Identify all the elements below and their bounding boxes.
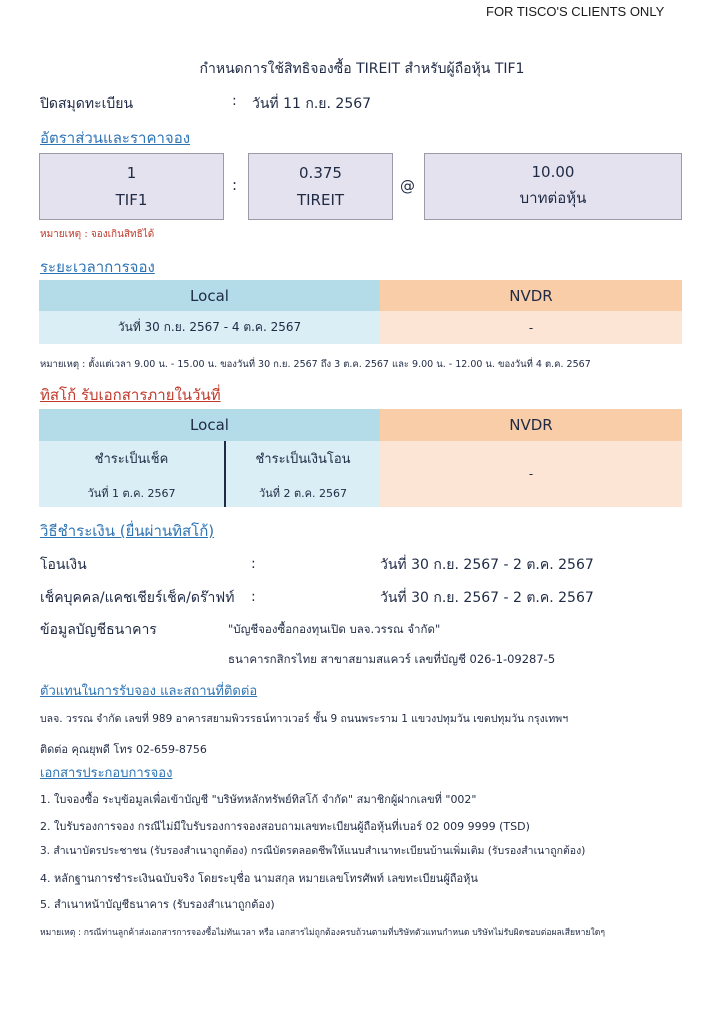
deadline-cheque-label: ชำระเป็นเช็ค <box>94 452 169 467</box>
ratio-price-unit: บาทต่อหุ้น <box>519 189 587 208</box>
deadline-cheque-date: วันที่ 1 ต.ค. 2567 <box>87 487 176 500</box>
document-item-5: 5. สำเนาหน้าบัญชีธนาคาร (รับรองสำเนาถูกต้อง) <box>40 898 275 911</box>
payment-cheque-colon: : <box>251 589 256 605</box>
agent-heading: ตัวแทนในการรับจอง และสถานที่ติดต่อ <box>40 684 258 699</box>
deadline-transfer-date: วันที่ 2 ต.ค. 2567 <box>259 487 347 500</box>
page-title: กำหนดการใช้สิทธิจองซื้อ TIREIT สำหรับผู้ถือหุ้น TIF1 <box>199 61 525 77</box>
ratio-heading: อัตราส่วนและราคาจอง <box>40 129 191 147</box>
period-nvdr-value: - <box>380 311 682 344</box>
payment-heading: วิธีชำระเงิน (ยื่นผ่านทิสโก้) <box>40 522 215 540</box>
deadline-nvdr-header: NVDR <box>380 409 682 441</box>
ratio-tireit-number: 0.375 <box>299 164 342 183</box>
record-date-label: ปิดสมุดทะเบียน <box>40 96 134 112</box>
ratio-box-tireit <box>248 153 393 220</box>
ratio-colon: : <box>232 176 238 194</box>
documents-heading: เอกสารประกอบการจอง <box>40 766 173 781</box>
deadline-local-header: Local <box>39 409 380 441</box>
payment-transfer-label: โอนเงิน <box>40 557 87 573</box>
clients-only-label: FOR TISCO'S CLIENTS ONLY <box>486 4 665 19</box>
ratio-at-symbol: @ <box>400 177 415 195</box>
agent-contact: ติดต่อ คุณยุพดี โทร 02-659-8756 <box>40 743 207 756</box>
ratio-tireit-unit: TIREIT <box>296 190 345 209</box>
ratio-box-tif1 <box>39 153 224 220</box>
ratio-tif1-number: 1 <box>126 164 137 183</box>
subscription-period-heading: ระยะเวลาการจอง <box>40 258 155 276</box>
record-date-value: วันที่ 11 ก.ย. 2567 <box>252 96 372 112</box>
agent-address: บลจ. วรรณ จำกัด เลขที่ 989 อาคารสยามพิวรรธน์ทาวเวอร์ ชั้น 9 ถนนพระราม 1 แขวงปทุมวัน เขตปทุมวัน กรุงเทพฯ <box>40 713 569 725</box>
period-note: หมายเหตุ : ตั้งแต่เวลา 9.00 น. - 15.00 น. ของวันที่ 30 ก.ย. 2567 ถึง 3 ต.ค. 2567 และ 9.00 น. - 12.00 น. ของวันที่ 4 ต.ค. 2567 <box>40 359 591 370</box>
payment-cheque-label: เช็คบุคคล/แคชเชียร์เช็ค/ดร๊าฟท์ <box>40 590 235 606</box>
ratio-note: หมายเหตุ : จองเกินสิทธิได้ <box>40 229 155 240</box>
ratio-price-number: 10.00 <box>531 162 575 181</box>
period-nvdr-header: NVDR <box>380 280 682 311</box>
payment-transfer-colon: : <box>251 556 256 572</box>
document-item-2: 2. ใบรับรองการจอง กรณีไม่มีใบรับรองการจองสอบถามเลขทะเบียนผู้ถือหุ้นที่เบอร์ 02 009 9999 (TSD) <box>40 820 530 833</box>
record-date-colon: : <box>232 93 237 109</box>
deadline-transfer-label: ชำระเป็นเงินโอน <box>255 452 351 467</box>
period-local-header: Local <box>39 280 380 311</box>
deadline-nvdr-value: - <box>380 441 682 507</box>
document-item-3: 3. สำเนาบัตรประชาชน (รับรองสำเนาถูกต้อง) กรณีบัตรตลอดชีพให้แนบสำเนาทะเบียนบ้านเพิ่มเติม (รับรองสำเนาถูกต้อง) <box>40 845 586 857</box>
period-local-value: วันที่ 30 ก.ย. 2567 - 4 ต.ค. 2567 <box>39 311 380 344</box>
payment-transfer-value: วันที่ 30 ก.ย. 2567 - 2 ต.ค. 2567 <box>380 557 594 573</box>
ratio-tif1-unit: TIF1 <box>115 190 148 209</box>
bank-account-name: "บัญชีจองซื้อกองทุนเปิด บลจ.วรรณ จำกัด" <box>228 622 441 636</box>
document-item-1: 1. ใบจองซื้อ ระบุข้อมูลเพื่อเข้าบัญชี "บริษัทหลักทรัพย์ทิสโก้ จำกัด" สมาชิกผู้ฝากเลขที่ "002" <box>40 793 477 806</box>
documents-footer-note: หมายเหตุ : กรณีท่านลูกค้าส่งเอกสารการจองซื้อไม่ทันเวลา หรือ เอกสารไม่ถูกต้องครบถ้วนตามที่บริษัทตัวแทนกำหนด บริษัทไม่รับผิดชอบต่อผลเสียหายใดๆ <box>40 928 605 938</box>
bank-info-label: ข้อมูลบัญชีธนาคาร <box>40 622 157 638</box>
bank-account-detail: ธนาคารกสิกรไทย สาขาสยามสแควร์ เลขที่บัญชี 026-1-09287-5 <box>228 652 556 666</box>
document-item-4: 4. หลักฐานการชำระเงินฉบับจริง โดยระบุชื่อ นามสกุล หมายเลขโทรศัพท์ เลขทะเบียนผู้ถือหุ้น <box>40 872 478 885</box>
documents-deadline-heading: ทิสโก้ รับเอกสารภายในวันที่ <box>40 386 221 404</box>
ratio-box-price <box>424 153 682 220</box>
payment-cheque-value: วันที่ 30 ก.ย. 2567 - 2 ต.ค. 2567 <box>380 590 594 606</box>
